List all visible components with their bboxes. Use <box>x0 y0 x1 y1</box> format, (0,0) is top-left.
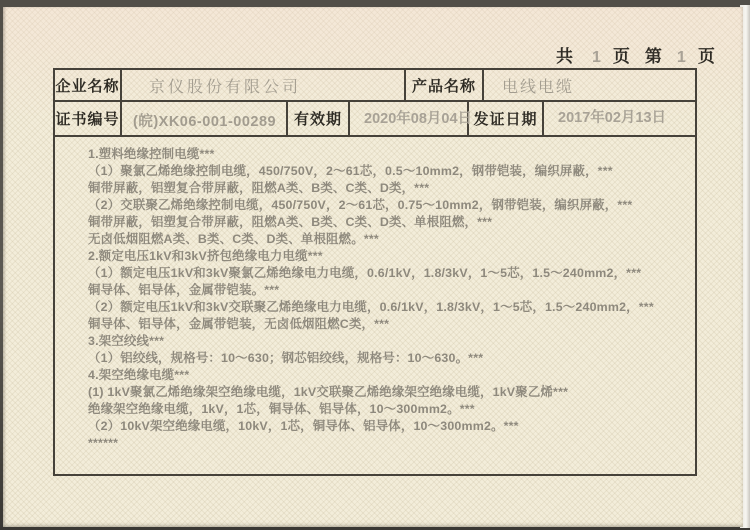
body-line: 2.额定电压1kV和3kV挤包绝缘电力电缆*** <box>88 249 323 263</box>
body-line: (1) 1kV聚氯乙烯绝缘架空绝缘电缆，1kV交联聚乙烯绝缘架空绝缘电缆，1kV聚乙烯*** <box>88 385 569 399</box>
certificate-no-label: 证书编号 <box>55 102 122 135</box>
body-line: 1.塑料绝缘控制电缆*** <box>88 147 215 161</box>
table-row-certificate <box>55 102 695 137</box>
body-line: （2）交联聚乙烯绝缘控制电缆，450/750V，2～61芯，0.75～10mm2，钢带铠装，编织屏蔽，*** <box>88 198 633 212</box>
body-line: 4.架空绝缘电缆*** <box>88 368 190 382</box>
enterprise-name-value: 京仪股份有限公司 <box>122 70 406 100</box>
body-line: 铜导体、铝导体，金属带铠装。*** <box>88 283 280 297</box>
product-scope-text <box>55 137 695 452</box>
valid-until-value: 2020年08月04日 <box>350 102 469 135</box>
issue-date-label: 发证日期 <box>469 102 544 135</box>
certificate-frame <box>53 68 697 476</box>
issue-date-value: 2017年02月13日 <box>558 110 667 126</box>
enterprise-name-label: 企业名称 <box>55 70 122 100</box>
body-line: 绝缘架空绝缘电缆，1kV，1芯，铜导体、铝导体，10～300mm2。*** <box>88 402 475 416</box>
body-line: （1）聚氯乙烯绝缘控制电缆，450/750V，2～61芯，0.5～10mm2，钢带铠装，编织屏蔽，*** <box>88 164 613 178</box>
page-count-header <box>556 42 716 67</box>
table-row-enterprise <box>55 70 695 102</box>
certificate-no-value: (皖)XK06-001-00289 <box>122 102 288 135</box>
page-number-value: 1 <box>676 49 686 66</box>
total-label: 共 <box>556 47 574 66</box>
body-line: 铜导体、铝导体，金属带铠装，无卤低烟阻燃C类，*** <box>88 317 390 331</box>
body-line: （1）额定电压1kV和3kV聚氯乙烯绝缘电力电缆，0.6/1kV，1.8/3kV，1～5芯，1.5～240mm2，*** <box>88 266 642 280</box>
body-line: （1）铝绞线，规格号：10～630；钢芯铝绞线，规格号：10～630。*** <box>88 351 484 365</box>
body-line: （2）额定电压1kV和3kV交联聚乙烯绝缘电力电缆，0.6/1kV，1.8/3kV，1～5芯，1.5～240mm2，*** <box>88 300 654 314</box>
valid-until-label: 有效期 <box>288 102 350 135</box>
total-pages-value: 1 <box>592 49 601 66</box>
body-line: 无卤低烟阻燃A类、B类、C类、D类、单根阻燃。*** <box>88 232 379 246</box>
product-name-label: 产品名称 <box>406 70 484 100</box>
body-line: ****** <box>88 436 119 450</box>
body-line: 3.架空绞线*** <box>88 334 165 348</box>
body-line: 铜带屏蔽，铝塑复合带屏蔽，阻燃A类、B类、C类、D类、单根阻燃，*** <box>88 215 493 229</box>
product-name-value: 电线电缆 <box>502 78 575 96</box>
body-line: 铜带屏蔽，铝塑复合带屏蔽，阻燃A类、B类、C类、D类，*** <box>88 181 430 195</box>
total-unit-label: 页 <box>612 47 631 66</box>
page-unit-label: 页 <box>697 47 716 66</box>
page-label: 第 <box>644 47 663 66</box>
body-line: （2）10kV架空绝缘电缆，10kV，1芯，铜导体、铝导体，10～300mm2。*** <box>88 419 519 433</box>
